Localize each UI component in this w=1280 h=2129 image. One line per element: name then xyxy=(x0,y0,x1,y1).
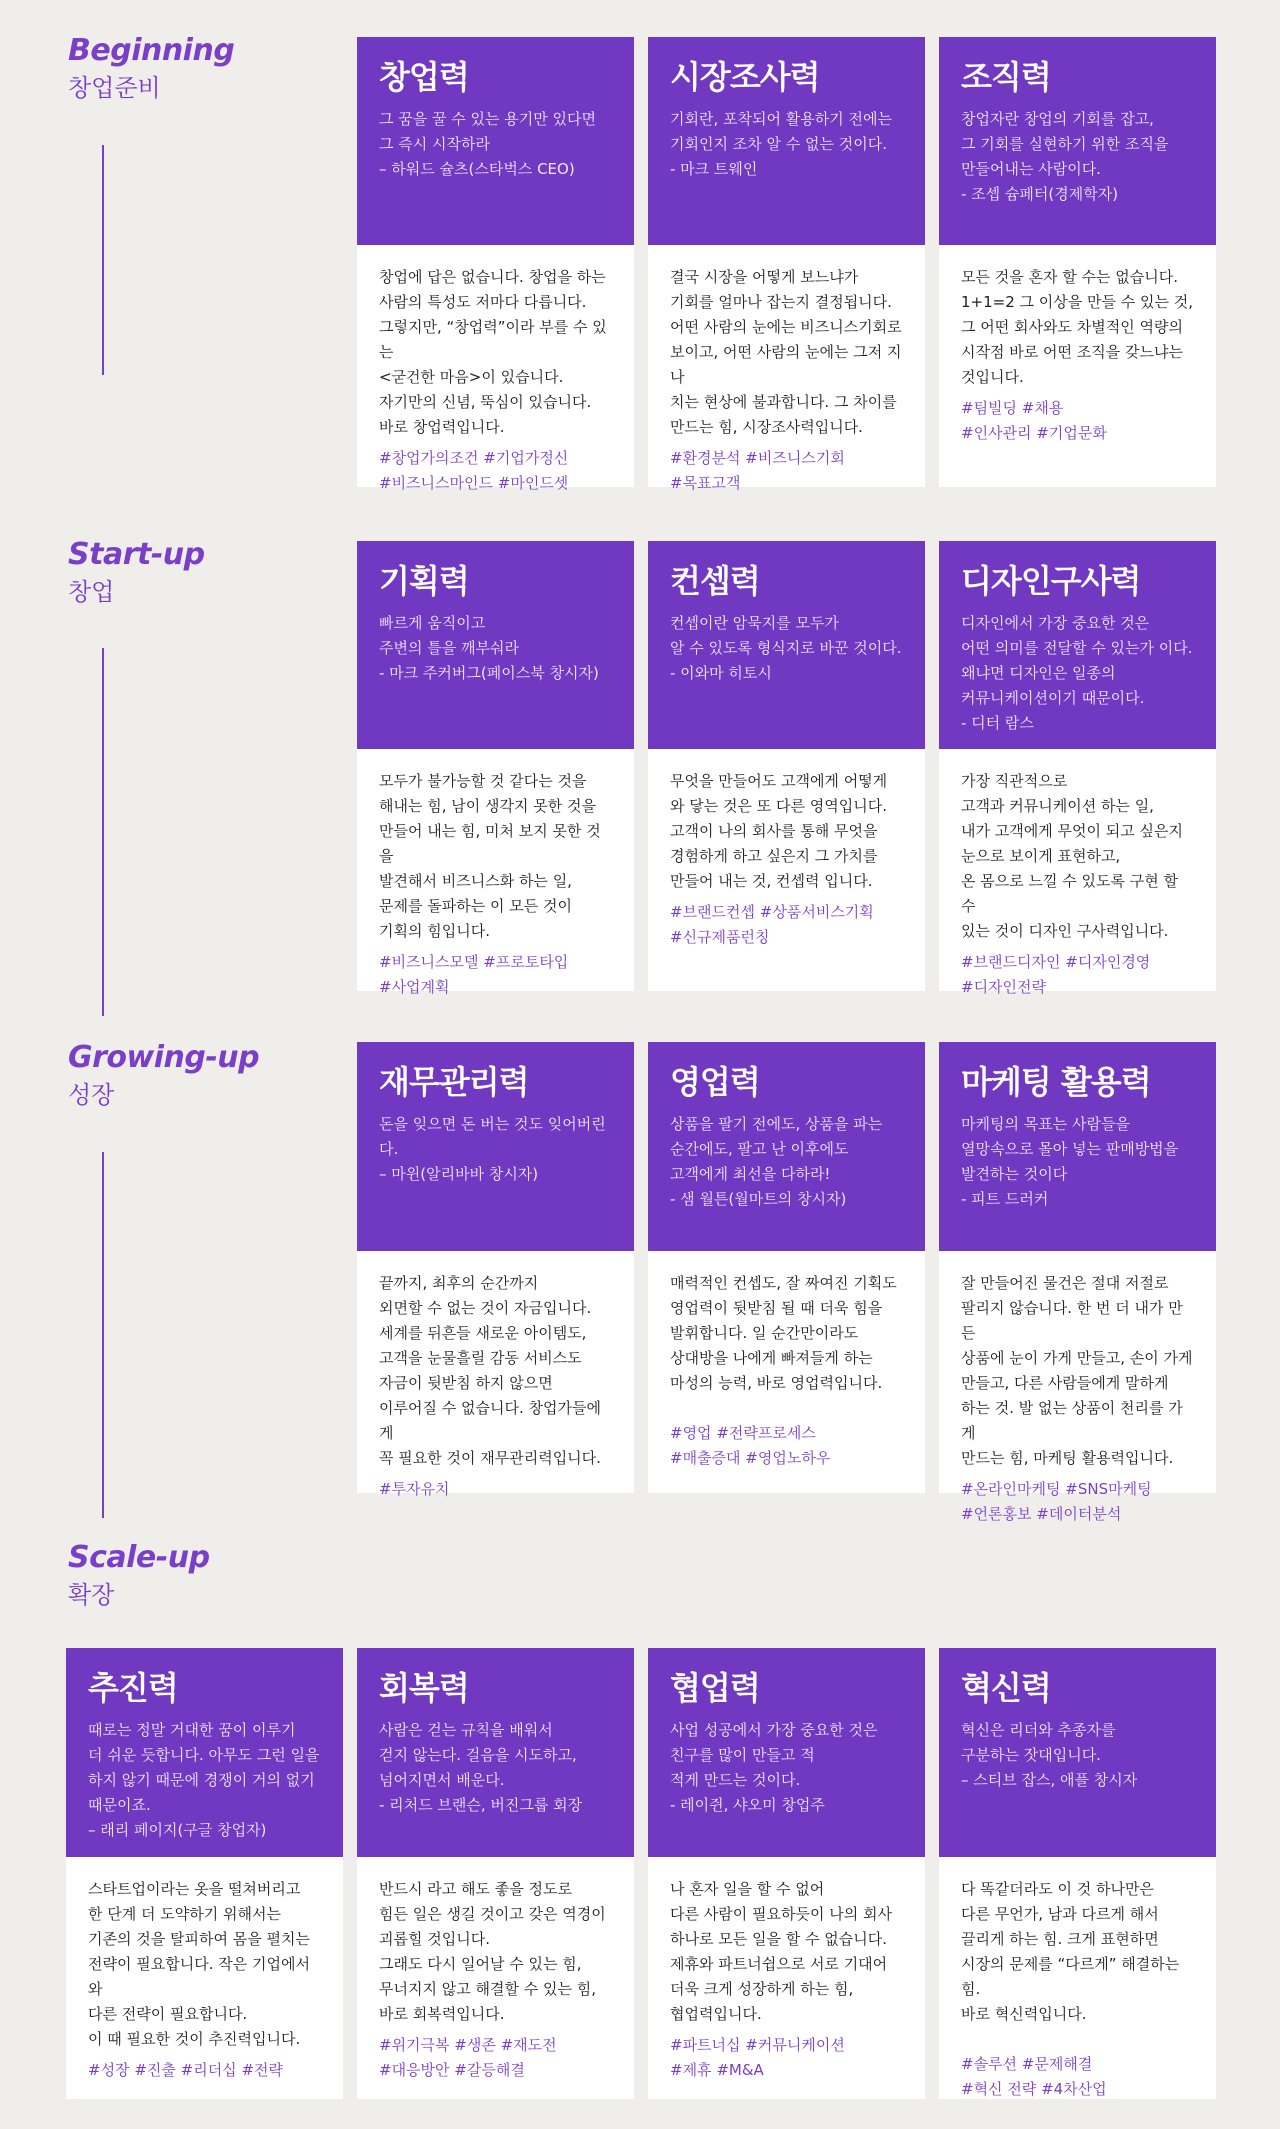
card-body: 창업에 답은 없습니다. 창업을 하는 사람의 특성도 저마다 다릅니다. 그렇지만, “창업력”이라 부를 수 있는 <굳건한 마음>이 있습니다. 자기만의 신념, 뚝심이 있습니다. 바로 창업력입니다. xyxy=(379,268,607,436)
card-content xyxy=(357,749,634,996)
card-title: 컨셉력 xyxy=(670,562,760,600)
card-content xyxy=(648,749,925,991)
card-hashtags xyxy=(379,446,612,496)
card-hashtags xyxy=(88,2058,321,2083)
stage-title-en: Beginning xyxy=(68,33,235,68)
stage-label-startup xyxy=(68,538,205,608)
card-quote: 사업 성공에서 가장 중요한 것은 친구를 많이 만들고 적 적게 만드는 것이다. - 레이쥔, 샤오미 창업주 xyxy=(670,1721,878,1814)
card-header xyxy=(357,541,634,749)
hashtag-line[interactable]: #투자유치 xyxy=(379,1480,450,1498)
card-body: 반드시 라고 해도 좋을 정도로 힘든 일은 생길 것이고 갖은 역경이 괴롭힐 것입니다. 그래도 다시 일어날 수 있는 힘, 무너지지 않고 해결할 수 있는 힘, 바로 회복력입니다. xyxy=(379,1880,606,2023)
hashtag-line[interactable]: #온라인마케팅 #SNS마케팅 xyxy=(961,1480,1152,1498)
card-title: 마케팅 활용력 xyxy=(961,1063,1151,1101)
card-hashtags xyxy=(670,2033,903,2083)
card-quote: 컨셉이란 암묵지를 모두가 알 수 있도록 형식지로 바꾼 것이다. - 이와마 히토시 xyxy=(670,614,902,682)
card-content xyxy=(939,1857,1216,2099)
card-hashtags xyxy=(961,2052,1194,2102)
hashtag-line[interactable]: #비즈니스모델 #프로토타입 xyxy=(379,953,569,971)
card-body: 결국 시장을 어떻게 보느냐가 기회를 얼마나 잡는지 결정됩니다. 어떤 사람의 눈에는 비즈니스기회로 보이고, 어떤 사람의 눈에는 그저 지나 치는 현상에 불과합니다. 그 차이를 만드는 힘, 시장조사력입니다. xyxy=(670,268,902,436)
card-content xyxy=(939,1251,1216,1523)
card-content xyxy=(66,1857,343,2099)
card-marketing xyxy=(939,1042,1216,1523)
card-quote: 혁신은 리더와 추종자를 구분하는 잣대입니다. – 스티브 잡스, 애플 창시자 xyxy=(961,1721,1138,1789)
card-title: 디자인구사력 xyxy=(961,562,1141,600)
stage-title-ko: 확장 xyxy=(68,1581,115,1609)
stage-title-en: Growing-up xyxy=(68,1040,260,1075)
card-concept xyxy=(648,541,925,991)
card-content xyxy=(357,245,634,492)
card-hashtags xyxy=(961,396,1194,446)
hashtag-line[interactable]: #인사관리 #기업문화 xyxy=(961,424,1107,442)
card-innovation xyxy=(939,1648,1216,2099)
card-body: 매력적인 컨셉도, 잘 짜여진 기획도 영업력이 뒷받침 될 때 더욱 힘을 발휘합니다. 일 순간만이라도 상대방을 나에게 빠져들게 하는 마성의 능력, 바로 영업력입니다. xyxy=(670,1274,897,1392)
hashtag-line[interactable]: #위기극복 #생존 #재도전 xyxy=(379,2036,557,2054)
hashtag-line[interactable]: #매출증대 #영업노하우 xyxy=(670,1449,831,1467)
card-title: 혁신력 xyxy=(961,1669,1051,1707)
card-content xyxy=(357,1857,634,2099)
hashtag-line[interactable]: #혁신 전략 #4차산업 xyxy=(961,2080,1107,2098)
card-body: 다 똑같더라도 이 것 하나만은 다른 무언가, 남과 다르게 해서 끌리게 하는 힘. 크게 표현하면 시장의 문제를 “다르게” 해결하는 힘. 바로 혁신력입니다. xyxy=(961,1880,1180,2023)
card-content xyxy=(648,1857,925,2099)
card-quote: 창업자란 창업의 기회를 잡고, 그 기회를 실현하기 위한 조직을 만들어내는 사람이다. - 조셉 슘페터(경제학자) xyxy=(961,110,1169,203)
card-hashtags xyxy=(379,1477,612,1502)
card-market-research xyxy=(648,37,925,492)
card-quote: 그 꿈을 꿀 수 있는 용기만 있다면 그 즉시 시작하라 – 하워드 슐츠(스타벅스 CEO) xyxy=(379,110,596,178)
card-hashtags xyxy=(379,950,612,1000)
card-body: 끝까지, 최후의 순간까지 외면할 수 없는 것이 자금입니다. 세계를 뒤흔들 새로운 아이템도, 고객을 눈물흘릴 감동 서비스도 자금이 뒷받침 하지 않으면 이루어질 수 없습니다. 창업가들에게 꼭 필요한 것이 재무관리력입니다. xyxy=(379,1274,601,1467)
card-quote: 마케팅의 목표는 사람들을 열망속으로 몰아 넣는 판매방법을 발견하는 것이다 - 피트 드러커 xyxy=(961,1115,1179,1208)
card-drive xyxy=(66,1648,343,2099)
card-header xyxy=(648,1648,925,1857)
card-hashtags xyxy=(961,950,1194,1000)
card-title: 기획력 xyxy=(379,562,469,600)
card-body: 스타트업이라는 옷을 떨쳐버리고 한 단계 더 도약하기 위해서는 기존의 것을 탈피하여 몸을 펼치는 전략이 필요합니다. 작은 기업에서와 다른 전략이 필요합니다. 이 때 필요한 것이 추진력입니다. xyxy=(88,1880,310,2048)
stage-label-growing-up xyxy=(68,1041,259,1111)
card-quote: 빠르게 움직이고 주변의 틀을 깨부숴라 - 마크 주커버그(페이스북 창시자) xyxy=(379,614,599,682)
card-header xyxy=(357,1042,634,1251)
card-planning xyxy=(357,541,634,996)
card-quote: 때로는 정말 거대한 꿈이 이루기 더 쉬운 듯합니다. 아무도 그런 일을 하지 않기 때문에 경쟁이 거의 없기 때문이죠. – 래리 페이지(구글 창업자) xyxy=(88,1721,320,1839)
card-hashtags xyxy=(379,2033,612,2083)
card-header xyxy=(357,1648,634,1857)
hashtag-line[interactable]: #브랜드디자인 #디자인경영 xyxy=(961,953,1151,971)
card-body: 무엇을 만들어도 고객에게 어떻게 와 닿는 것은 또 다른 영역입니다. 고객이 나의 회사를 통해 무엇을 경험하게 하고 싶은지 그 가치를 만들어 내는 것, 컨셉력 입니다. xyxy=(670,772,888,890)
card-title: 협업력 xyxy=(670,1669,760,1707)
stage-title-ko: 창업 xyxy=(68,578,115,606)
stage-label-scale-up xyxy=(68,1541,210,1611)
hashtag-line[interactable]: #언론홍보 #데이터분석 xyxy=(961,1505,1122,1523)
card-content xyxy=(939,749,1216,996)
card-finance xyxy=(357,1042,634,1498)
card-header xyxy=(648,37,925,245)
hashtag-line[interactable]: #디자인전략 xyxy=(961,978,1047,996)
card-quote: 디자인에서 가장 중요한 것은 어떤 의미를 전달할 수 있는가 이다. 왜냐면 디자인은 일종의 커뮤니케이션이기 때문이다. - 디터 람스 xyxy=(961,614,1193,732)
card-organization xyxy=(939,37,1216,487)
card-startup-ability xyxy=(357,37,634,492)
hashtag-line[interactable]: #사업계획 xyxy=(379,978,450,996)
hashtag-line[interactable]: #비즈니스마인드 #마인드셋 xyxy=(379,474,569,492)
card-hashtags xyxy=(670,446,903,496)
card-quote: 상품을 팔기 전에도, 상품을 파는 순간에도, 팔고 난 이후에도 고객에게 최선을 다하라! - 샘 월튼(월마트의 창시자) xyxy=(670,1115,883,1208)
card-title: 창업력 xyxy=(379,58,469,96)
hashtag-line[interactable]: #창업가의조건 #기업가정신 xyxy=(379,449,569,467)
card-hashtags xyxy=(670,1421,903,1471)
card-quote: 기회란, 포착되어 활용하기 전에는 기회인지 조차 알 수 없는 것이다. - 마크 트웨인 xyxy=(670,110,892,178)
timeline-line xyxy=(102,648,104,1016)
card-body: 모든 것을 혼자 할 수는 없습니다. 1+1=2 그 이상을 만들 수 있는 것, 그 어떤 회사와도 차별적인 역량의 시작점 바로 어떤 조직을 갖느냐는 것입니다. xyxy=(961,268,1194,386)
stage-title-en: Start-up xyxy=(68,537,205,572)
card-header xyxy=(357,37,634,245)
stage-title-ko: 창업준비 xyxy=(68,74,161,102)
hashtag-line[interactable]: #팀빌딩 #채용 xyxy=(961,399,1064,417)
card-header xyxy=(648,1042,925,1251)
timeline-line xyxy=(102,145,104,375)
card-hashtags xyxy=(670,900,903,950)
card-body: 모두가 불가능할 것 같다는 것을 해내는 힘, 남이 생각지 못한 것을 만들어 내는 힘, 미처 보지 못한 것을 발견해서 비즈니스화 하는 일, 문제를 돌파하는 이 모든 것이 기획의 힘입니다. xyxy=(379,772,601,940)
card-collaboration xyxy=(648,1648,925,2099)
card-header xyxy=(939,37,1216,245)
card-title: 시장조사력 xyxy=(670,58,820,96)
hashtag-line[interactable]: #신규제품런칭 xyxy=(670,928,770,946)
hashtag-line[interactable]: #영업 #전략프로세스 xyxy=(670,1424,816,1442)
hashtag-line[interactable]: #목표고객 xyxy=(670,474,741,492)
stage-title-en: Scale-up xyxy=(68,1540,210,1575)
hashtag-line[interactable]: #파트너십 #커뮤니케이션 xyxy=(670,2036,845,2054)
card-body: 나 혼자 일을 할 수 없어 다른 사람이 필요하듯이 나의 회사 하나로 모든 일을 할 수 없습니다. 제휴와 파트너쉽으로 서로 기대어 더욱 크게 성장하게 하는 힘, 협업력입니다. xyxy=(670,1880,892,2023)
hashtag-line[interactable]: #대응방안 #갈등해결 xyxy=(379,2061,525,2079)
card-title: 조직력 xyxy=(961,58,1051,96)
card-header xyxy=(66,1648,343,1857)
stage-label-beginning xyxy=(68,34,234,104)
card-body: 잘 만들어진 물건은 절대 저절로 팔리지 않습니다. 한 번 더 내가 만든 상품에 눈이 가게 만들고, 손이 가게 만들고, 다른 사람들에게 말하게 하는 것. 발 없는 상품이 천리를 가게 만드는 힘, 마케팅 활용력입니다. xyxy=(961,1274,1193,1467)
hashtag-line[interactable]: #솔루션 #문제해결 xyxy=(961,2055,1093,2073)
card-design xyxy=(939,541,1216,996)
hashtag-line[interactable]: #브랜드컨셉 #상품서비스기획 xyxy=(670,903,874,921)
hashtag-line[interactable]: #성장 #진출 #리더십 #전략 xyxy=(88,2061,283,2079)
card-hashtags xyxy=(961,1477,1194,1527)
card-content xyxy=(939,245,1216,487)
card-header xyxy=(939,1042,1216,1251)
card-content xyxy=(648,1251,925,1493)
card-resilience xyxy=(357,1648,634,2099)
card-title: 재무관리력 xyxy=(379,1063,529,1101)
card-quote: 돈을 잊으면 돈 버는 것도 잊어버린다. – 마윈(알리바바 창시자) xyxy=(379,1115,606,1183)
card-title: 영업력 xyxy=(670,1063,760,1101)
card-title: 추진력 xyxy=(88,1669,178,1707)
timeline-line xyxy=(102,1152,104,1518)
hashtag-line[interactable]: #제휴 #M&A xyxy=(670,2061,764,2079)
card-header xyxy=(939,541,1216,749)
card-header xyxy=(939,1648,1216,1857)
stage-title-ko: 성장 xyxy=(68,1081,115,1109)
card-body: 가장 직관적으로 고객과 커뮤니케이션 하는 일, 내가 고객에게 무엇이 되고 싶은지 눈으로 보이게 표현하고, 온 몸으로 느낄 수 있도록 구현 할 수 있는 것이 디자인 구사력입니다. xyxy=(961,772,1183,940)
card-header xyxy=(648,541,925,749)
card-sales xyxy=(648,1042,925,1493)
card-content xyxy=(357,1251,634,1498)
hashtag-line[interactable]: #환경분석 #비즈니스기회 xyxy=(670,449,845,467)
card-title: 회복력 xyxy=(379,1669,469,1707)
card-content xyxy=(648,245,925,492)
card-quote: 사람은 걷는 규칙을 배워서 걷지 않는다. 걸음을 시도하고, 넘어지면서 배운다. - 리처드 브랜슨, 버진그룹 회장 xyxy=(379,1721,583,1814)
